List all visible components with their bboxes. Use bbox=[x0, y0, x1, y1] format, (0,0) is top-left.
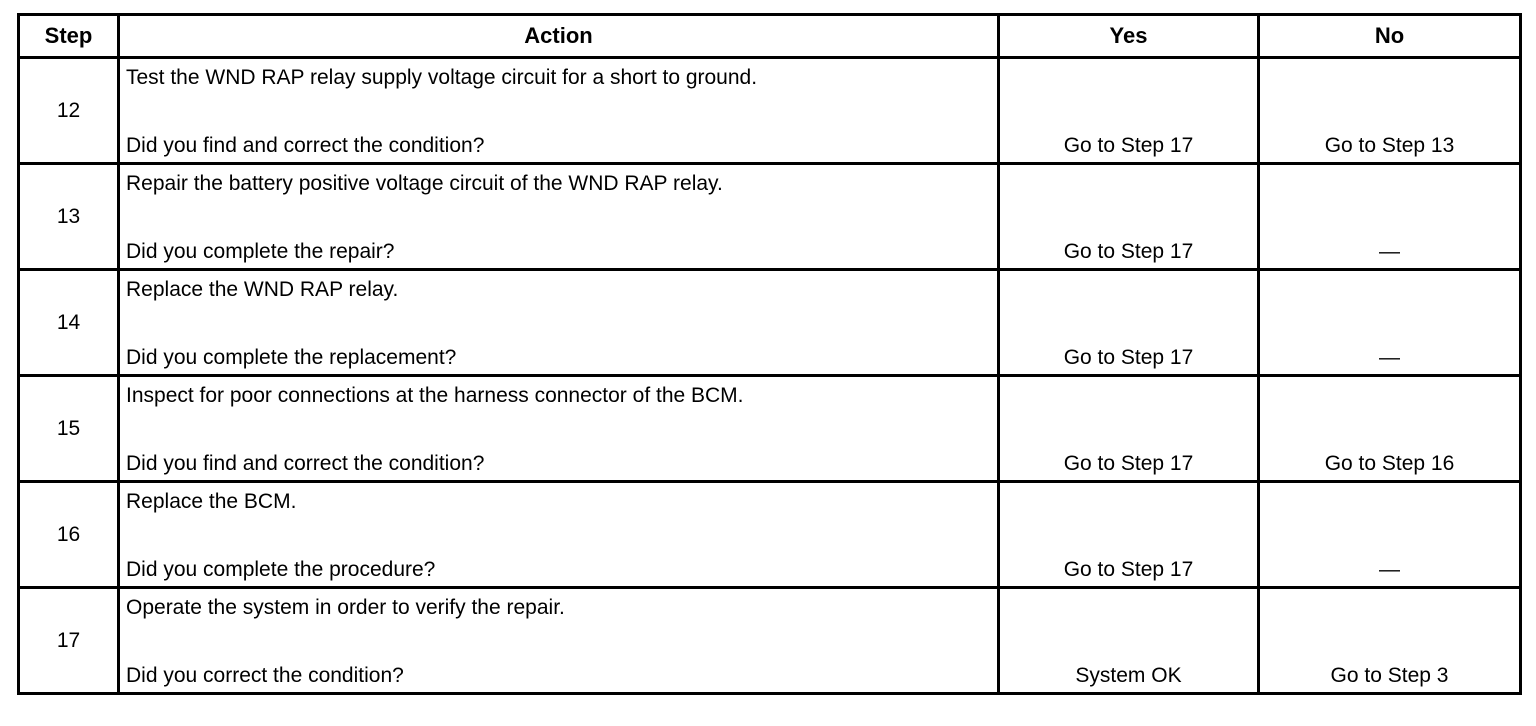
yes-answer: Go to Step 17 bbox=[1063, 452, 1194, 475]
question-text: Did you find and correct the condition? bbox=[126, 134, 485, 157]
action-text: Test the WND RAP relay supply voltage circuit for a short to ground. bbox=[126, 66, 758, 89]
no-cell bbox=[1259, 164, 1521, 270]
step-number: 16 bbox=[19, 482, 119, 588]
yes-cell bbox=[999, 58, 1259, 164]
no-answer: Go to Step 16 bbox=[1324, 452, 1455, 475]
no-answer: Go to Step 3 bbox=[1330, 664, 1449, 687]
action-cell bbox=[119, 482, 999, 588]
no-cell bbox=[1259, 270, 1521, 376]
action-cell bbox=[119, 164, 999, 270]
step-number: 17 bbox=[19, 588, 119, 694]
yes-answer: System OK bbox=[1075, 664, 1182, 687]
action-text: Replace the WND RAP relay. bbox=[126, 278, 399, 301]
step-number: 14 bbox=[19, 270, 119, 376]
step-number: 15 bbox=[19, 376, 119, 482]
header-no: No bbox=[1259, 15, 1521, 58]
question-text: Did you complete the procedure? bbox=[126, 558, 436, 581]
action-text: Operate the system in order to verify the repair. bbox=[126, 596, 565, 619]
step-number: 13 bbox=[19, 164, 119, 270]
yes-answer: Go to Step 17 bbox=[1063, 558, 1194, 581]
question-text: Did you complete the replacement? bbox=[126, 346, 457, 369]
no-answer: — bbox=[1379, 558, 1400, 581]
yes-cell bbox=[999, 376, 1259, 482]
header-action: Action bbox=[119, 15, 999, 58]
header-yes: Yes bbox=[999, 15, 1259, 58]
action-cell bbox=[119, 58, 999, 164]
action-text: Repair the battery positive voltage circuit of the WND RAP relay. bbox=[126, 172, 723, 195]
header-row bbox=[19, 15, 1521, 58]
yes-cell bbox=[999, 164, 1259, 270]
no-cell bbox=[1259, 58, 1521, 164]
step-number: 12 bbox=[19, 58, 119, 164]
action-cell bbox=[119, 270, 999, 376]
yes-cell bbox=[999, 482, 1259, 588]
yes-cell bbox=[999, 588, 1259, 694]
table-row bbox=[19, 588, 1521, 694]
yes-cell bbox=[999, 270, 1259, 376]
table-row bbox=[19, 58, 1521, 164]
no-cell bbox=[1259, 482, 1521, 588]
no-answer: — bbox=[1379, 346, 1400, 369]
no-cell bbox=[1259, 588, 1521, 694]
no-answer: Go to Step 13 bbox=[1324, 134, 1455, 157]
question-text: Did you find and correct the condition? bbox=[126, 452, 485, 475]
yes-answer: Go to Step 17 bbox=[1063, 346, 1194, 369]
action-text: Replace the BCM. bbox=[126, 490, 297, 513]
question-text: Did you correct the condition? bbox=[126, 664, 404, 687]
yes-answer: Go to Step 17 bbox=[1063, 134, 1194, 157]
yes-answer: Go to Step 17 bbox=[1063, 240, 1194, 263]
table-row bbox=[19, 376, 1521, 482]
no-cell bbox=[1259, 376, 1521, 482]
action-cell bbox=[119, 588, 999, 694]
question-text: Did you complete the repair? bbox=[126, 240, 395, 263]
no-answer: — bbox=[1379, 240, 1400, 263]
header-step: Step bbox=[19, 15, 119, 58]
table-row bbox=[19, 164, 1521, 270]
action-cell bbox=[119, 376, 999, 482]
table-row bbox=[19, 270, 1521, 376]
table-row bbox=[19, 482, 1521, 588]
diagnostic-table bbox=[17, 13, 1522, 695]
action-text: Inspect for poor connections at the harness connector of the BCM. bbox=[126, 384, 744, 407]
